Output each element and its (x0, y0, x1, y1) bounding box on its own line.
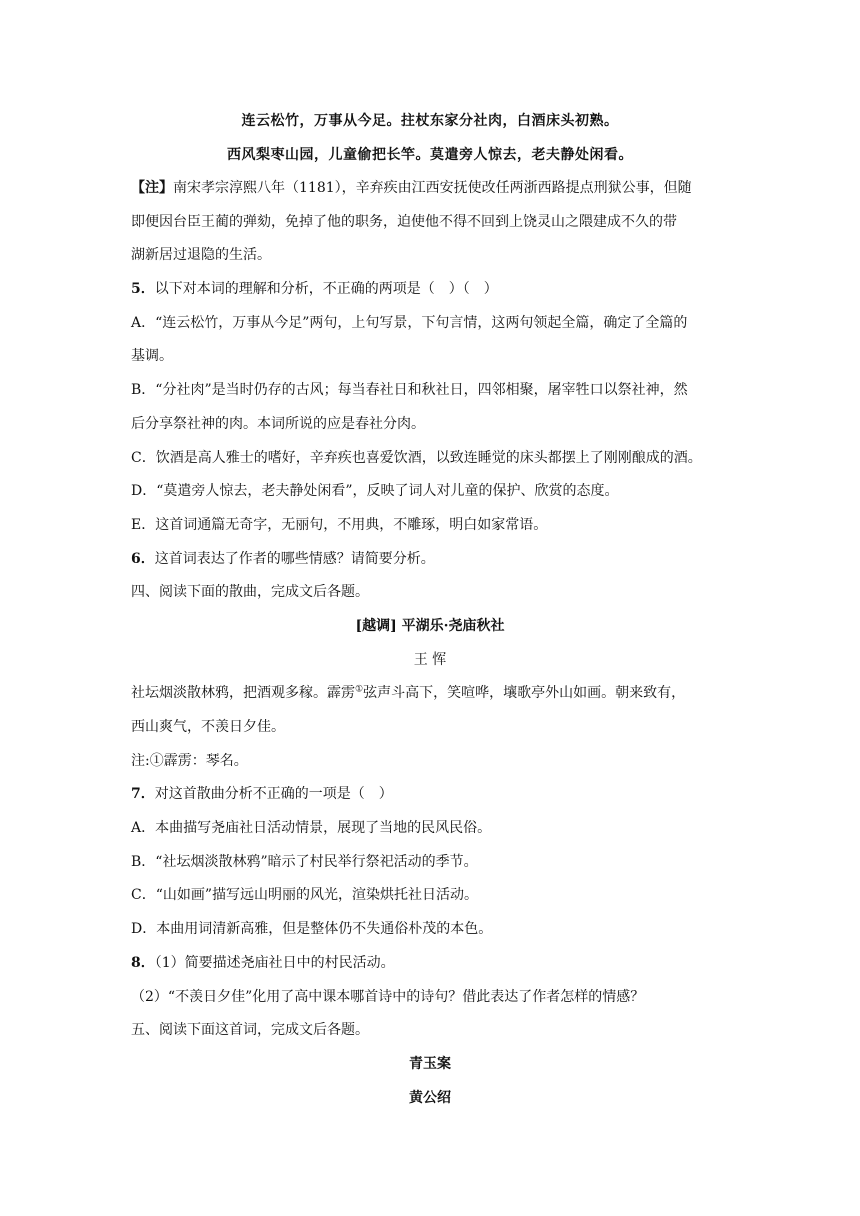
question-7-stem (131, 784, 731, 804)
sanqu-text-line-2: 西山爽气，不羡日夕佳。 (131, 719, 285, 735)
sanqu-text-line-1 (131, 683, 731, 703)
question-5-number: 5． (131, 281, 155, 297)
ci-author: 黄公绍 (409, 1090, 451, 1106)
note-paragraph-line-1 (131, 178, 731, 198)
question-5-option-a-line-2: 基调。 (131, 348, 173, 364)
question-5-option-c: C．饮酒是高人雅士的嗜好，辛弃疾也喜爱饮酒，以致连睡觉的床头都摆上了刚刚酿成的酒。 (131, 450, 702, 466)
sanqu-text-1b: 弦声斗高下，笑喧哗，壤歌亭外山如画。朝来致有， (363, 685, 686, 701)
sanqu-title: [越调] 平湖乐·尧庙秋社 (355, 618, 505, 634)
note-text-3: 湖新居过退隐的生活。 (131, 247, 271, 263)
sanqu-footnote: 注:①霹雳：琴名。 (131, 753, 248, 769)
poem-line-2: 西风梨枣山园，儿童偷把长竿。莫遣旁人惊去，老夫静处闲看。 (227, 147, 633, 163)
note-text-1: 南宋孝宗淳熙八年（1181），辛弃疾由江西安抚使改任两浙西路提点刑狱公事，但随 (173, 180, 692, 196)
note-label: 【注】 (131, 180, 173, 196)
question-6-text: 这首词表达了作者的哪些情感？请简要分析。 (154, 551, 435, 567)
question-7-option-c: C．“山如画”描写远山明丽的风光，渲染烘托社日活动。 (131, 887, 479, 903)
question-5-option-b-line-2: 后分享祭社神的肉。本词所说的应是春社分肉。 (131, 416, 425, 432)
question-8-number: 8． (131, 955, 155, 971)
question-5-text: 以下对本词的理解和分析，不正确的两项是（ ）（ ） (154, 281, 498, 297)
question-5-option-a-line-1: A．“连云松竹，万事从今足”两句，上句写景，下句言情，这两句领起全篇，确定了全篇的 (131, 315, 688, 331)
section-4-heading: 四、阅读下面的散曲，完成文后各题。 (131, 584, 369, 600)
poem-line-1: 连云松竹，万事从今足。拄杖东家分社肉，白酒床头初熟。 (241, 113, 619, 129)
question-6-stem (131, 549, 731, 569)
question-7-option-d: D．本曲用词清新高雅，但是整体仍不失通俗朴茂的本色。 (131, 921, 493, 937)
question-8-part-2: （2）“不羡日夕佳”化用了高中课本哪首诗中的诗句？借此表达了作者怎样的情感？ (131, 989, 645, 1005)
question-8-part-1-text: （1）简要描述尧庙社日中的村民活动。 (154, 955, 395, 971)
question-7-text: 对这首散曲分析不正确的一项是（ ） (154, 786, 393, 802)
question-6-number: 6． (131, 551, 155, 567)
question-5-option-e: E．这首词通篇无奇字，无丽句，不用典，不雕琢，明白如家常语。 (131, 517, 548, 533)
question-7-number: 7． (131, 786, 155, 802)
section-5-heading: 五、阅读下面这首词，完成文后各题。 (131, 1022, 369, 1038)
footnote-marker: ① (355, 684, 364, 695)
sanqu-text-1a: 社坛烟淡散林鸦，把酒观多稼。霹雳 (131, 685, 355, 701)
sanqu-author: 王 恽 (413, 652, 447, 668)
note-text-2: 即便因台臣王蔺的弹劾，免掉了他的职务，迫使他不得不回到上饶灵山之隈建成不久的带 (131, 214, 677, 230)
ci-title: 青玉案 (409, 1056, 451, 1072)
question-5-stem (131, 279, 731, 299)
question-5-option-d: D．“莫遣旁人惊去，老夫静处闲看”，反映了词人对儿童的保护、欣赏的态度。 (131, 483, 619, 499)
question-7-option-b: B．“社坛烟淡散林鸦”暗示了村民举行祭祀活动的季节。 (131, 854, 478, 870)
question-5-option-b-line-1: B．“分社肉”是当时仍存的古风；每当春社日和秋社日，四邻相聚，屠宰牲口以祭社神，然 (131, 382, 688, 398)
question-8-part-1 (131, 953, 731, 973)
question-7-option-a: A．本曲描写尧庙社日活动情景，展现了当地的民风民俗。 (131, 820, 492, 836)
